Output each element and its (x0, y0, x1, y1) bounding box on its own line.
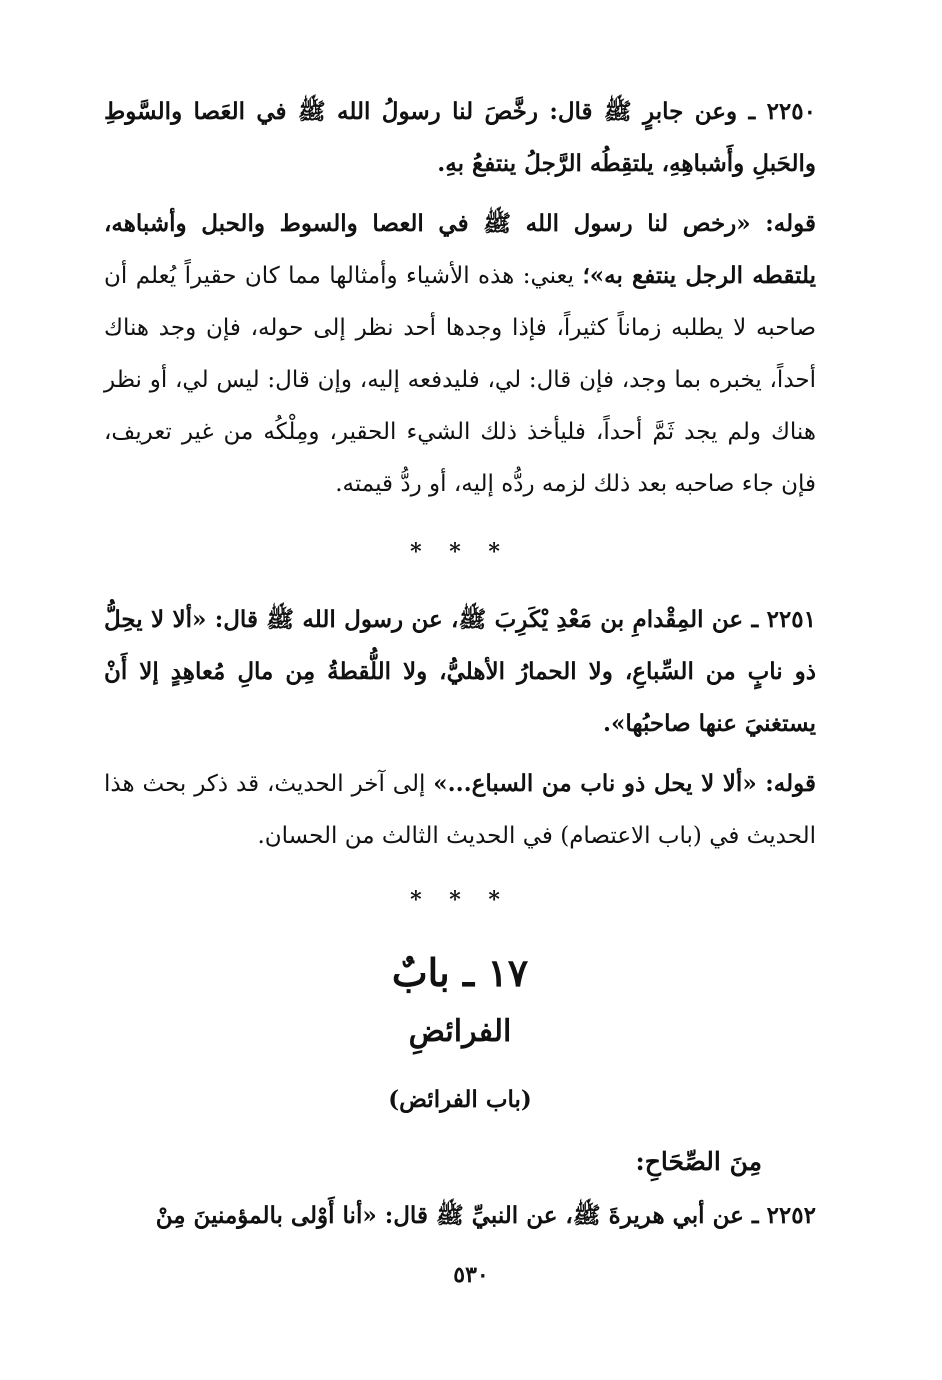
commentary-2251 (104, 758, 816, 862)
commentary-2250-quote: قوله: «رخص لنا رسول الله ﷺ في العصا والسوط والحبل وأشباهه، يلتقطه الرجل ينتفع به»؛ (104, 210, 816, 289)
spacer (104, 750, 816, 758)
section-label: مِنَ الصِّحَاحِ: (635, 1147, 762, 1176)
hadith-2252: ٢٢٥٢ ـ عن أبي هريرةَ ﷺ، عن النبيِّ ﷺ قال: «أنا أَوْلى بالمؤمنينَ مِنْ (155, 1202, 816, 1229)
commentary-2250 (104, 198, 816, 510)
section-separator: * * * (410, 539, 510, 565)
hadith-2251: ٢٢٥١ ـ عن المِقْدامِ بن مَعْدِ يْكَرِبَ ﷺ، عن رسول الله ﷺ قال: «ألا لا يحِلُّ ذو نابٍ من السِّباعِ، ولا الحمارُ الأهليُّ، ولا اللُّقطةُ مِن مالِ مُعاهِدٍ إلا أَنْ يستغنيَ عنها صاحبُها». (104, 606, 816, 737)
spacer (104, 190, 816, 198)
page-number: ٥٣٠ (453, 1262, 489, 1288)
commentary-2251-text: إلى آخر الحديث، قد ذكر بحث هذا الحديث في (باب الاعتصام) في الحديث الثالث من الحسان. (104, 771, 816, 849)
spacer (104, 574, 816, 594)
chapter-title: الفرائضِ (408, 1014, 512, 1049)
commentary-2251-quote: قوله: «ألا لا يحل ذو ناب من السباع...» (433, 770, 816, 797)
commentary-2250-text: يعني: هذه الأشياء وأمثالها مما كان حقيراً يُعلم أن صاحبه لا يطلبه زماناً كثيراً، فإذا وجدها أحد نظر إلى حوله، فإن وجد هناك أحداً، يخبره بما وجد، فإن قال: لي، فليدفعه إليه، وإن قال: ليس لي، أو نظر هناك ولم يجد ثَمَّ أحداً، فليأخذ ذلك الشيء الحقير، ومِلْكُه من غير تعريف، فإن جاء صاحبه بعد ذلك لزمه ردُّه إليه، أو ردُّ قيمته. (104, 263, 816, 497)
hadith-2250: ٢٢٥٠ ـ وعن جابرٍ ﷺ قال: رخَّصَ لنا رسولُ الله ﷺ في العَصا والسَّوطِ والحَبلِ وأَشباهِهِ، يلتقِطُه الرَّجلُ ينتفعُ بهِ. (104, 98, 816, 177)
spacer (104, 922, 816, 942)
chapter-subheading: (باب الفرائض) (388, 1086, 532, 1113)
spacer (104, 1060, 816, 1072)
chapter-heading: ١٧ ـ بابٌ (391, 950, 529, 995)
spacer (104, 862, 816, 878)
page-body (104, 86, 816, 1242)
section-separator: * * * (410, 887, 510, 913)
spacer (104, 510, 816, 530)
